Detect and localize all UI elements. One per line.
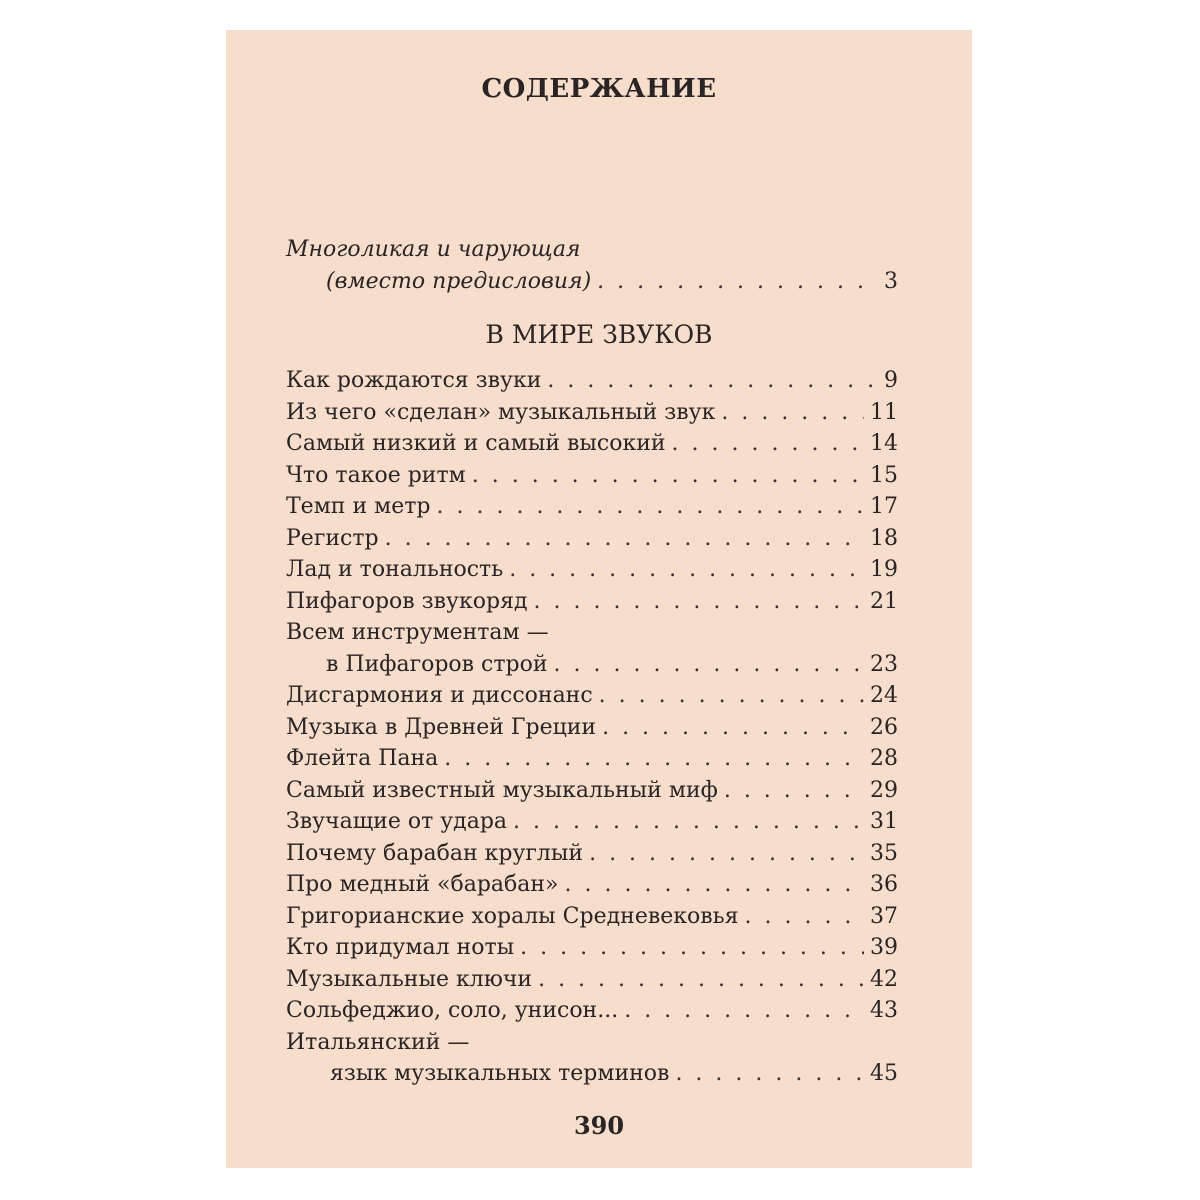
toc-entry-title: Самый низкий и самый высокий xyxy=(286,431,666,456)
toc-entry-title-cont: (вместо предисловия) xyxy=(326,268,592,294)
toc-entry xyxy=(286,995,898,1027)
toc-entry xyxy=(286,680,898,712)
toc-entry-page: 3 xyxy=(884,268,898,294)
toc-entry xyxy=(286,428,898,460)
toc-list xyxy=(286,365,898,1090)
toc-entry-title: Про медный «барабан» xyxy=(286,872,559,897)
toc-entry-page: 39 xyxy=(870,935,898,960)
toc-entry-title-cont: в Пифагоров строй xyxy=(326,651,548,677)
leader-dots xyxy=(589,838,864,870)
toc-entry xyxy=(286,743,898,775)
toc-entry-title: Лад и тональность xyxy=(286,557,504,582)
toc-entry-page: 45 xyxy=(870,1061,898,1086)
toc-entry-title: Что такое ритм xyxy=(286,462,466,488)
toc-entry-title: Кто придумал ноты xyxy=(286,935,515,960)
leader-dots xyxy=(597,266,878,298)
toc-entry-page: 18 xyxy=(870,525,898,551)
leader-dots xyxy=(472,460,864,492)
leader-dots xyxy=(554,649,864,681)
leader-dots xyxy=(624,995,864,1027)
leader-dots xyxy=(534,586,865,618)
toc-entry xyxy=(286,869,898,901)
toc-entry xyxy=(286,964,898,996)
toc-entry-page: 14 xyxy=(870,431,898,456)
leader-dots xyxy=(547,365,878,397)
toc-entry-page: 43 xyxy=(870,998,898,1023)
toc-entry-title: Почему барабан круглый xyxy=(286,840,584,866)
toc-entry xyxy=(286,932,898,964)
toc-entry-page: 35 xyxy=(870,840,898,866)
leader-dots xyxy=(520,932,864,964)
toc-entry-title: Регистр xyxy=(286,525,379,551)
toc-entry-title-cont: язык музыкальных терминов xyxy=(330,1061,670,1086)
contents-heading: СОДЕРЖАНИЕ xyxy=(481,74,717,104)
leader-dots xyxy=(745,901,865,933)
toc-entry-page: 28 xyxy=(870,746,898,771)
toc-entry xyxy=(286,586,898,618)
intro-entry-block xyxy=(286,234,898,297)
toc-entry-page: 19 xyxy=(870,557,898,582)
leader-dots xyxy=(675,1058,864,1090)
toc-entry-title: Всем инструментам — xyxy=(286,620,549,645)
toc-entry xyxy=(286,617,898,680)
leader-dots xyxy=(538,964,864,996)
toc-entry-page: 26 xyxy=(870,714,898,740)
toc-entry xyxy=(286,838,898,870)
leader-dots xyxy=(724,775,864,807)
toc-entry-title: Итальянский — xyxy=(286,1029,470,1055)
toc-entry xyxy=(286,901,898,933)
leader-dots xyxy=(444,743,864,775)
toc-entry-page: 21 xyxy=(870,588,898,614)
toc-entry xyxy=(286,1027,898,1090)
toc-entry-title: Сольфеджио, соло, унисон... xyxy=(286,998,619,1023)
toc-entry xyxy=(286,775,898,807)
page-number: 390 xyxy=(573,1111,625,1140)
toc-entry-page: 11 xyxy=(870,399,898,425)
toc-entry-title: Музыка в Древней Греции xyxy=(286,714,597,740)
leader-dots xyxy=(602,712,864,744)
toc-entry-title: Григорианские хоралы Средневековья xyxy=(286,903,739,929)
toc-entry-title: Дисгармония и диссонанс xyxy=(286,683,593,708)
leader-dots xyxy=(513,806,864,838)
toc-entry-title: Как рождаются звуки xyxy=(286,368,542,393)
toc-entry xyxy=(286,365,898,397)
toc-entry-title: Темп и метр xyxy=(286,494,431,519)
leader-dots xyxy=(385,523,864,555)
toc-entry xyxy=(286,554,898,586)
toc-entry xyxy=(286,397,898,429)
book-page xyxy=(226,30,972,1168)
toc-entry-title: Многоликая и чарующая xyxy=(286,237,581,262)
toc-entry-page: 36 xyxy=(870,872,898,897)
toc-entry-page: 37 xyxy=(870,903,898,929)
toc-entry-intro xyxy=(286,234,898,297)
toc-entry-title: Флейта Пана xyxy=(286,746,439,771)
toc-entry xyxy=(286,460,898,492)
toc-entry xyxy=(286,806,898,838)
leader-dots xyxy=(509,554,864,586)
leader-dots xyxy=(721,397,864,429)
section-title: В МИРЕ ЗВУКОВ xyxy=(485,320,713,349)
toc-entry-title: Пифагоров звукоряд xyxy=(286,588,528,614)
leader-dots xyxy=(437,491,864,523)
leader-dots xyxy=(565,869,864,901)
toc-entry-title: Из чего «сделан» музыкальный звук xyxy=(286,399,716,425)
toc-entry-page: 31 xyxy=(870,809,898,834)
toc-entry-title: Самый известный музыкальный миф xyxy=(286,777,718,803)
leader-dots xyxy=(672,428,864,460)
toc-entry-page: 29 xyxy=(870,777,898,803)
toc-entry-page: 24 xyxy=(870,683,898,708)
toc-entry xyxy=(286,712,898,744)
toc-entry-page: 17 xyxy=(870,494,898,519)
toc-entry-page: 9 xyxy=(884,368,898,393)
toc-entry-page: 23 xyxy=(870,651,898,677)
toc-entry-page: 15 xyxy=(870,462,898,488)
toc-entry-page: 42 xyxy=(870,966,898,992)
toc-entry-title: Музыкальные ключи xyxy=(286,966,533,992)
leader-dots xyxy=(599,680,864,712)
toc-entry-title: Звучащие от удара xyxy=(286,809,508,834)
toc-entry xyxy=(286,491,898,523)
toc-entry xyxy=(286,523,898,555)
